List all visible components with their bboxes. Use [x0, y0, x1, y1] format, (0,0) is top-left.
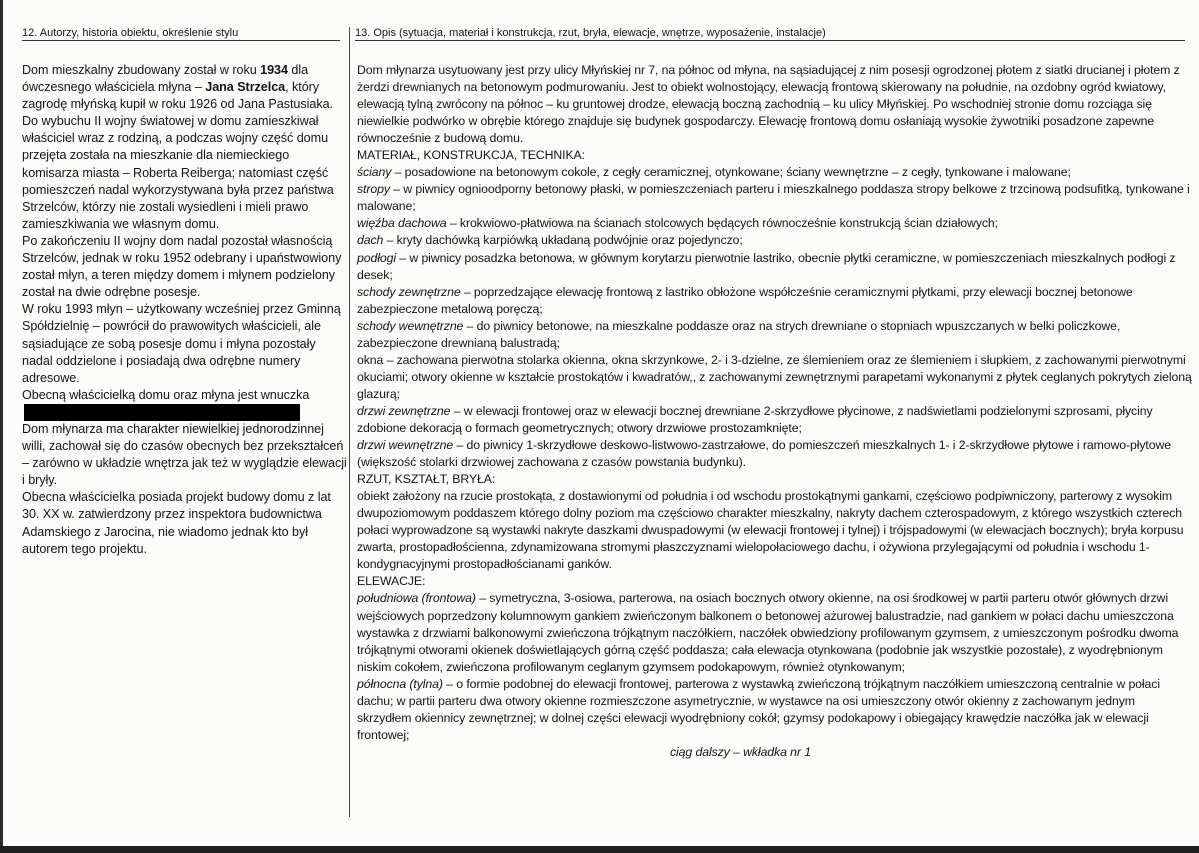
- north-term: północna (tylna): [357, 676, 443, 691]
- material-text: – do piwnicy betonowe, na mieszkalne poddasze oraz na strych drewniane o stopniach wpuszczanych w belki policzkowe, zabezpieczone drewnianą balustradą;: [357, 318, 1121, 350]
- material-term: stropy: [357, 182, 390, 197]
- material-item: [357, 215, 1192, 232]
- material-term: drzwi wewnętrzne: [357, 438, 454, 453]
- build-year: 1934: [260, 63, 288, 77]
- material-item: [357, 318, 1192, 352]
- material-term: ściany: [357, 165, 392, 180]
- material-text: – poprzedzające elewację frontową z lastriko obłożone współcześnie ceramicznymi płytkami, przy elewacji bocznej betonowe zabezpieczone metalową poręczą;: [357, 284, 1133, 316]
- material-term: podłogi: [357, 250, 396, 265]
- material-list: [357, 164, 1192, 471]
- south-elevation: południowa (frontowa) – symetryczna, 3-osiowa, parterowa, na osiach bocznych otwory okienne, na osi środkowej w partii parteru otwór głównych drzwi wejściowych poprzedzony kolumnowym gankiem zwieńczonym balkonem o betonowej ażurowej balustradzie, nad gankiem w połaci dachu umieszczona wystawka z drzwiami balkonowymi zwieńczona trójkątnym naczółkiem, naczółek obwiedziony profilowanym gzymsem, z umieszczonym pośrodku dwoma trójkątnymi otworami okienek doświetlających górną część poddasza; cała elewacja otynkowana (podobnie jak wszystkie pozostałe), z wyodrębnionym niskim cokołem, zwieńczona profilowanym ceglanym gzymsem podokapowym, również otynkowanym;: [357, 591, 1179, 674]
- character-paragraph: Dom młynarza ma charakter niewielkiej jednorodzinnej willi, zachował się do czasów obecnych bez przekształceń – zarówno w układzie wnętrza jak też w wyglądzie elewacji i bryły.: [22, 421, 347, 488]
- shape-paragraph: obiekt założony na rzucie prostokąta, z dostawionymi od południa i od wschodu prostokątnymi gankami, częściowo podpiwniczony, parterowy z wysokim dwupoziomowym poddaszem którego dolny poziom ma częściowo charakter mieszkalny, nakryty dachem czterospadowym, z którego wszystkich czterech połaci wyprowadzone są wystawki nakryte daszkami dwuspadowymi (w elewacji frontowej i tylnej) i trójspadowymi (w elewacjach bocznych); bryła korpusu zwarta, prostopadłościenna, zdynamizowana stromymi płaszczyznami wielopołaciowego dachu, i ożywiona przylegającymi od południa i wschodu 1-kondygnacyjnymi prostopadłościanami ganków.: [357, 489, 1184, 572]
- material-item: [357, 403, 1192, 437]
- column-divider: [349, 27, 350, 817]
- section-12-header: 12. Autorzy, historia obiektu, określenie stylu: [22, 26, 340, 41]
- material-text: – w piwnicy posadzka betonowa, w głównym korytarzu pierwotnie lastriko, obecnie płytki ceramiczne, w pomieszczeniach mieszkalnych podłogi z desek;: [357, 250, 1176, 282]
- redaction-bar: [24, 404, 300, 421]
- material-text: – posadowione na betonowym cokole, z cegły ceramicznej, otynkowane; ściany wewnętrzne – z cegły, tynkowane i malowane;: [391, 165, 1071, 180]
- material-item: [357, 250, 1192, 284]
- material-text: – krokwiowo-płatwiowa na ścianach stolcowych będących równocześnie konstrukcją ścian działowych;: [446, 216, 998, 231]
- current-owner-paragraph: Obecną właścicielką domu oraz młyna jest wnuczka: [22, 387, 348, 421]
- material-text: – w piwnicy ognioodporny betonowy płaski, w pomieszczeniach parteru i mieszkalnego poddasza stropy belkowe z trzcinową podsufitką, tynkowane i malowane;: [357, 182, 1190, 214]
- material-text: – do piwnicy 1-skrzydłowe deskowo-listwowo-zastrzałowe, do pomieszczeń mieszkalnych 1- i 2-skrzydłowe płytowe i ramowo-płytowe (większość stolarki drzwiowej zachowana z czasów powstania budynku).: [357, 438, 1172, 470]
- situation-paragraph: Dom młynarza usytuowany jest przy ulicy Młyńskiej nr 7, na północ od młyna, na sąsiadującej z nim posesji ogrodzonej płotem z siatki drucianej i płotem z żerdzi drewnianych na betonowym podmurowaniu. Jest to obiekt wolnostojący, elewacją frontową skierowany na południe, na ozdobny ogród kwiatowy, elewacją tylną zwrócony na północ – ku gruntowej drodze, elewacją boczną zachodnią – ku ulicy Młyńskiej. Po wschodniej stronie domu rozciąga się niewielkie podwórko w obrębie którego znajduje się budynek gospodarczy. Elewację frontową domu osłaniają wysokie żywotniki posadzone zapewne równocześnie z budową domu.: [357, 63, 1180, 146]
- material-item: [357, 164, 1192, 181]
- material-text: – w elewacji frontowej oraz w elewacji bocznej drewniane 2-skrzydłowe płycinowe, z nadświetlami podzielonymi szprosami, płyciny zdobione dekoracją o formach geometrycznych; otwory drzwiowe prostozamknięte;: [357, 403, 1153, 435]
- material-term: schody zewnętrzne: [357, 284, 461, 299]
- material-term: dach: [357, 233, 384, 248]
- material-term: więźba dachowa: [357, 216, 447, 231]
- history-column: [22, 62, 348, 558]
- material-term: drzwi zewnętrzne: [357, 403, 451, 418]
- history-paragraph: Dom mieszkalny zbudowany został w roku 1934 dla ówczesnego właściciela młyna – Jana Strzelca, który zagrodę młyńską kupił w roku 1926 od Jana Pastusiaka. Do wybuchu II wojny światowej w domu zamieszkiwał właściciel wraz z rodziną, a podczas wojny część domu przejęta została na mieszkanie dla niemieckiego komisarza miasta – Roberta Reiberga; natomiast część pomieszczeń nadal wykorzystywana była przez państwa Strzelców, którzy nie zostali wysiedleni i mieli prawo zamieszkiwania we własnym domu.: [22, 63, 334, 231]
- after-war-paragraph: Po zakończeniu II wojny dom nadal pozostał własnością Strzelców, jednak w roku 1952 odebrany i upaństwowiony został młyn, a teren między domem i młynem podzielony został na dwie odrębne posesje.: [22, 233, 342, 300]
- north-elevation: północna (tylna) – o formie podobnej do elewacji frontowej, parterowa z wystawką zwieńczoną trójkątnym naczółkiem umieszczoną centralnie w połaci dachu; w partii parteru dwa otwory okienne rozmieszczone asymetrycznie, w wystawce na osi umieszczony otwór okienny z zachowanym jednym skrzydłem okiennicy zewnętrznej; w dolnej części elewacji wyodrębniony cokół; gzymsy podokapowy i obiegający krawędzie naczółka jak w elewacji frontowej;: [357, 676, 1160, 742]
- material-item: [357, 352, 1192, 403]
- material-text: – kryty dachówką karpiówką układaną podwójnie oraz pojedynczo;: [383, 233, 743, 248]
- material-item: [357, 181, 1192, 215]
- material-term: schody wewnętrzne: [357, 318, 464, 333]
- owner-name: Jana Strzelca: [205, 80, 286, 95]
- year-1993-paragraph: W roku 1993 młyn – użytkowany wcześniej przez Gminną Spółdzielnię – powrócił do prawowitych właścicieli, ale sąsiadujące ze sobą posesje domu i młyna pozostały nadal oddzielone i posiadają dwa odrębne numery adresowe.: [22, 302, 341, 385]
- continued-note: ciąg dalszy – wkładka nr 1: [670, 744, 811, 759]
- material-heading: MATERIAŁ, KONSTRUKCJA, TECHNIKA:: [357, 148, 585, 163]
- elevations-heading: ELEWACJE:: [357, 574, 426, 589]
- scan-edge-left: [0, 0, 3, 853]
- material-text: okna – zachowana pierwotna stolarka okienna, okna skrzynkowe, 2- i 3-dzielne, ze ślemieniem oraz ze ślemieniem i słupkiem, z zachowanymi pierwotnymi okuciami; otwory okienne w kształcie prostokątów i kwadratów,, z zachowanymi zewnętrznymi parapetami wykonanymi z płytek ceglanych pokrytych zieloną glazurą;: [357, 352, 1192, 401]
- south-term: południowa (frontowa): [357, 591, 476, 606]
- project-paragraph: Obecna właścicielka posiada projekt budowy domu z lat 30. XX w. zatwierdzony przez inspektora budownictwa Adamskiego z Jarocina, nie wiadomo jednak kto był autorem tego projektu.: [22, 490, 331, 556]
- shape-heading: RZUT, KSZTAŁT, BRYŁA:: [357, 472, 496, 487]
- material-item: [357, 284, 1192, 318]
- scan-edge-bottom: [0, 846, 1199, 853]
- material-item: [357, 232, 1192, 249]
- section-13-header: 13. Opis (sytuacja, materiał i konstrukcja, rzut, bryła, elewacje, wnętrze, wyposażenie, instalacje): [355, 26, 1185, 41]
- description-column: [357, 62, 1192, 761]
- material-item: [357, 437, 1192, 471]
